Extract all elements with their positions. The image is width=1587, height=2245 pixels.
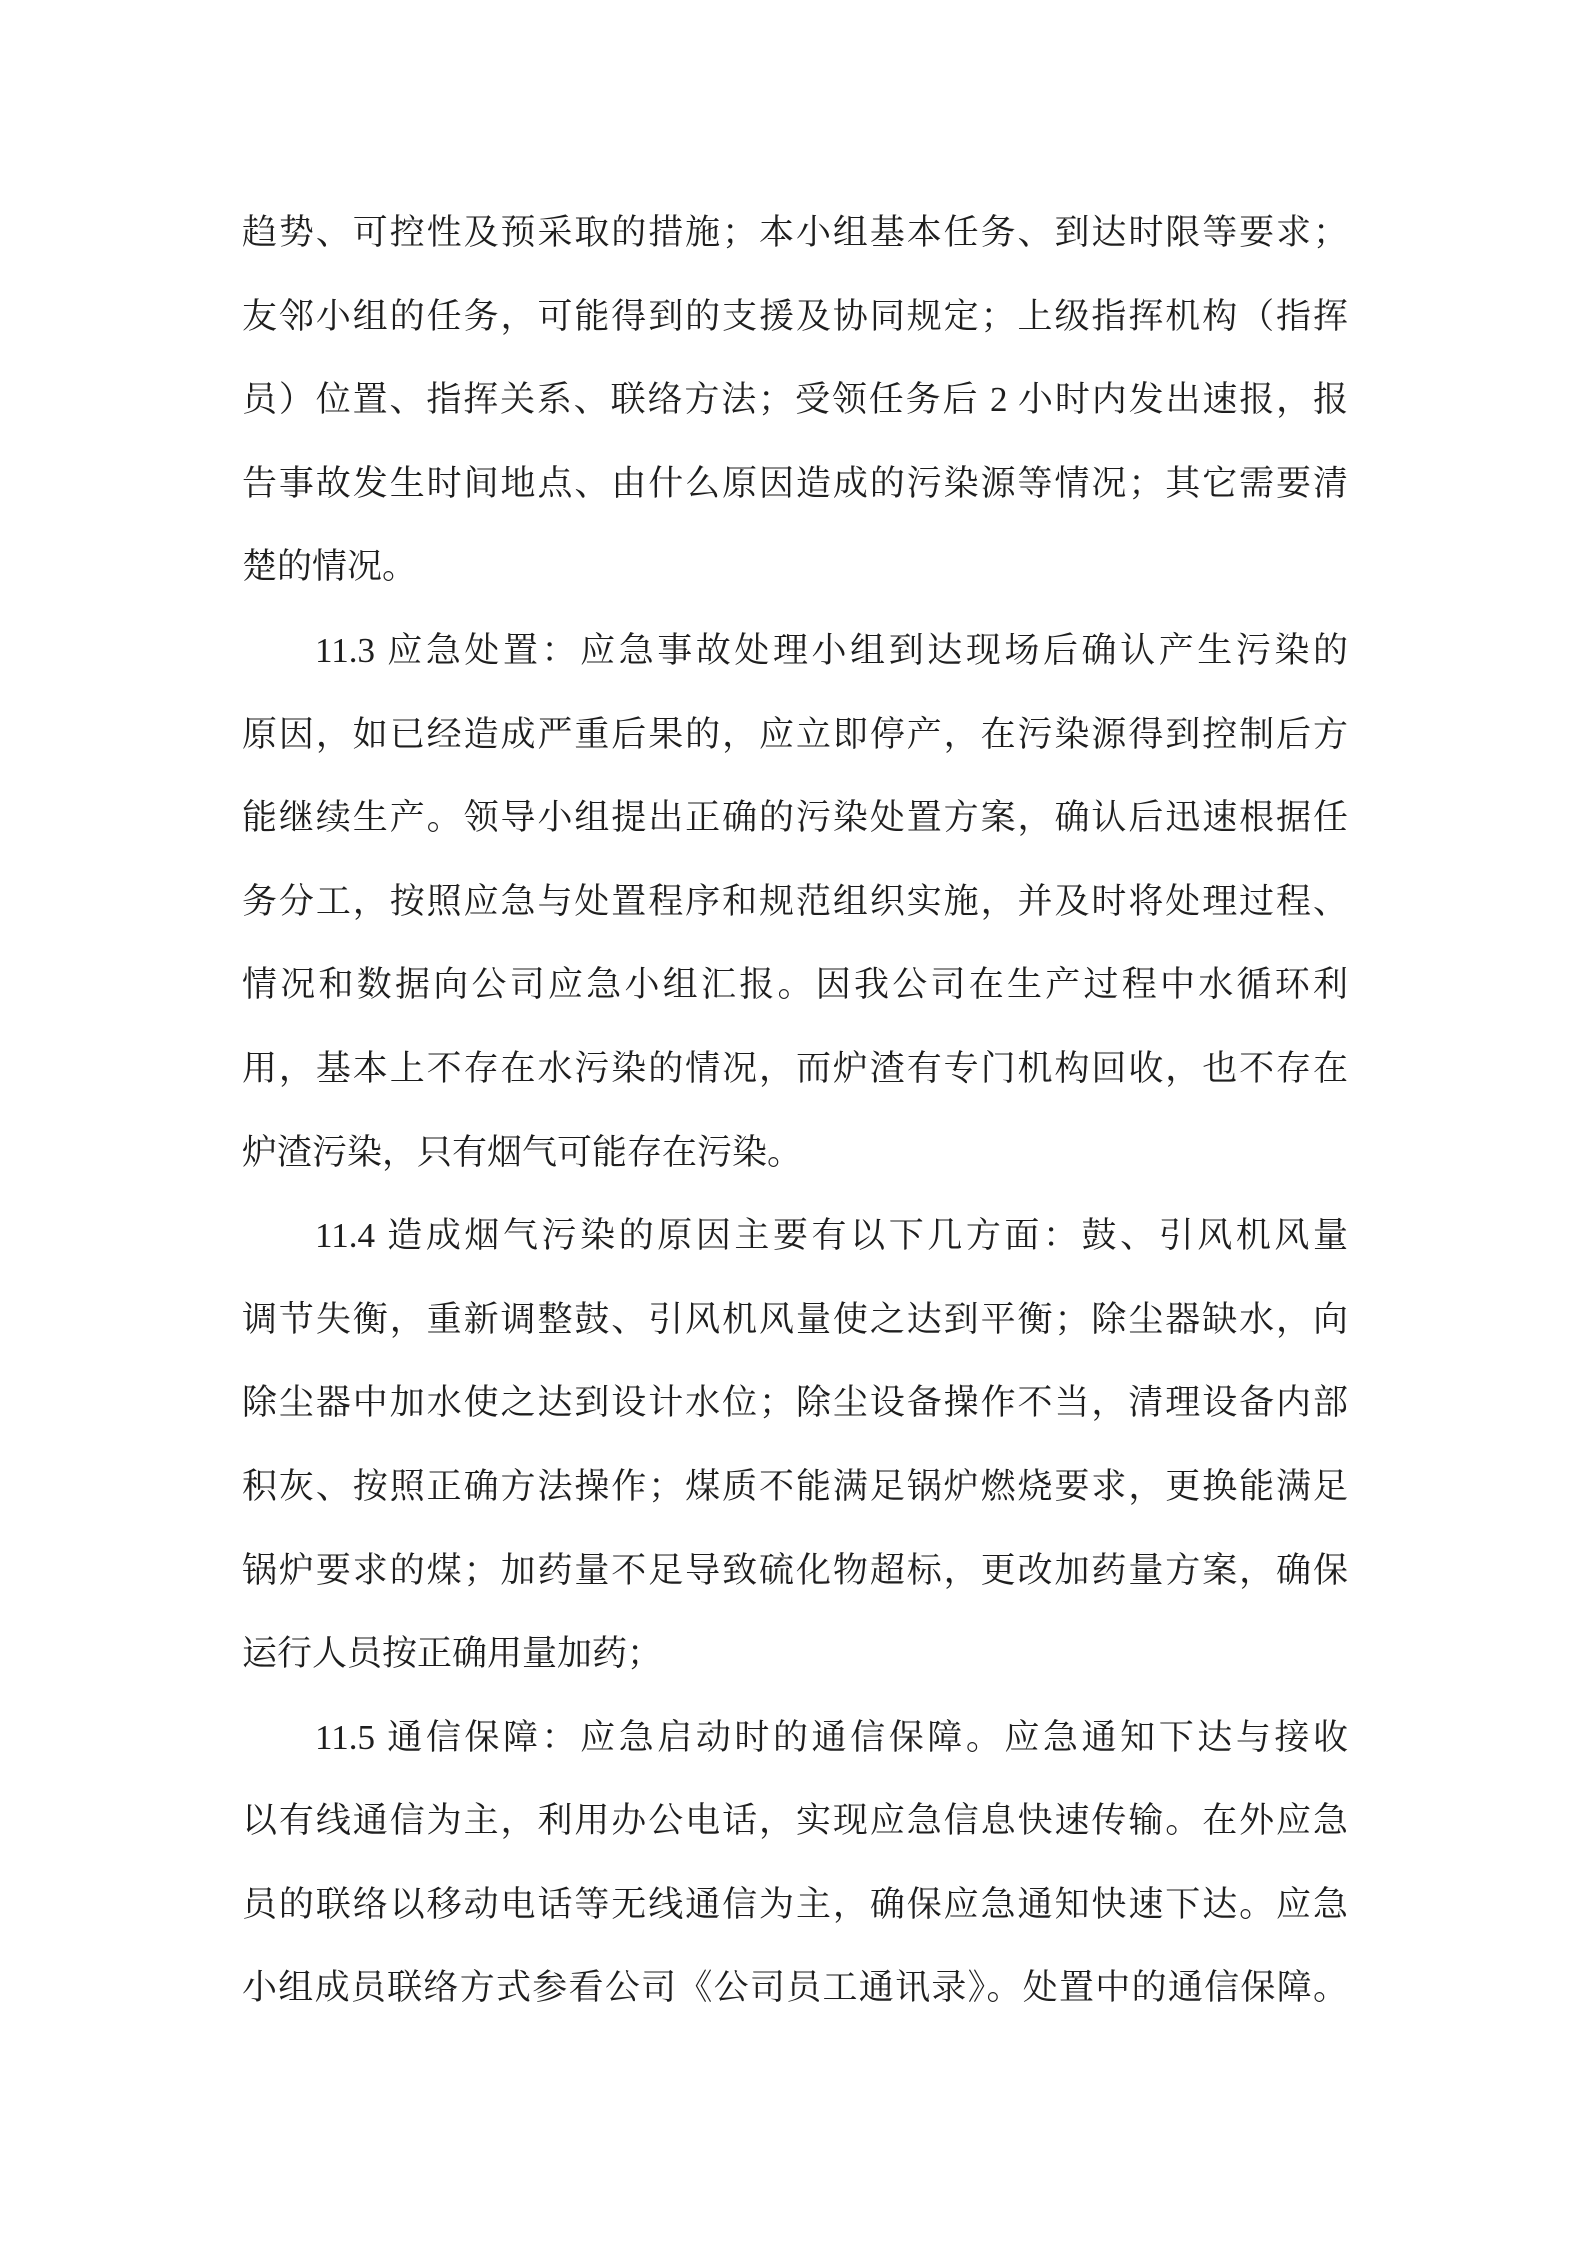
text-line: 趋势、可控性及预采取的措施；本小组基本任务、到达时限等要求； — [242, 213, 1348, 252]
text-line: 员）位置、指挥关系、联络方法；受领任务后 2 小时内发出速报，报 — [242, 380, 1348, 420]
text-line: 炉渣污染，只有烟气可能存在污染。 — [242, 1132, 803, 1172]
text-line: 运行人员按正确用量加药； — [242, 1634, 663, 1674]
text-line: 友邻小组的任务，可能得到的支援及协同规定；上级指挥机构（指挥 — [242, 296, 1348, 336]
text-line-section-11-5: 11.5 通信保障：应急启动时的通信保障。应急通知下达与接收 — [315, 1717, 1348, 1757]
text-line: 除尘器中加水使之达到设计水位；除尘设备操作不当，清理设备内部 — [242, 1383, 1348, 1423]
text-line: 务分工，按照应急与处置程序和规范组织实施，并及时将处理过程、 — [242, 881, 1348, 921]
document-text-block — [242, 191, 1348, 2030]
text-line: 用，基本上不存在水污染的情况，而炉渣有专门机构回收，也不存在 — [242, 1048, 1348, 1088]
text-line-section-11-4: 11.4 造成烟气污染的原因主要有以下几方面：鼓、引风机风量 — [315, 1216, 1348, 1256]
text-line: 情况和数据向公司应急小组汇报。因我公司在生产过程中水循环利 — [242, 965, 1348, 1005]
text-line: 小组成员联络方式参看公司《公司员工通讯录》。处置中的通信保障。 — [242, 1968, 1348, 2008]
text-line: 告事故发生时间地点、由什么原因造成的污染源等情况；其它需要清 — [242, 463, 1348, 503]
text-line-section-11-3: 11.3 应急处置：应急事故处理小组到达现场后确认产生污染的 — [315, 630, 1348, 670]
text-line: 员的联络以移动电话等无线通信为主，确保应急通知快速下达。应急 — [242, 1884, 1348, 1924]
text-line: 调节失衡，重新调整鼓、引风机风量使之达到平衡；除尘器缺水，向 — [242, 1299, 1348, 1339]
text-line: 锅炉要求的煤；加药量不足导致硫化物超标，更改加药量方案，确保 — [242, 1550, 1348, 1590]
text-line: 楚的情况。 — [242, 547, 418, 587]
text-line: 以有线通信为主，利用办公电话，实现应急信息快速传输。在外应急 — [242, 1801, 1348, 1841]
text-line: 能继续生产。领导小组提出正确的污染处置方案，确认后迅速根据任 — [242, 798, 1348, 838]
text-line: 积灰、按照正确方法操作；煤质不能满足锅炉燃烧要求，更换能满足 — [242, 1466, 1348, 1506]
text-line: 原因，如已经造成严重后果的，应立即停产，在污染源得到控制后方 — [242, 714, 1348, 754]
